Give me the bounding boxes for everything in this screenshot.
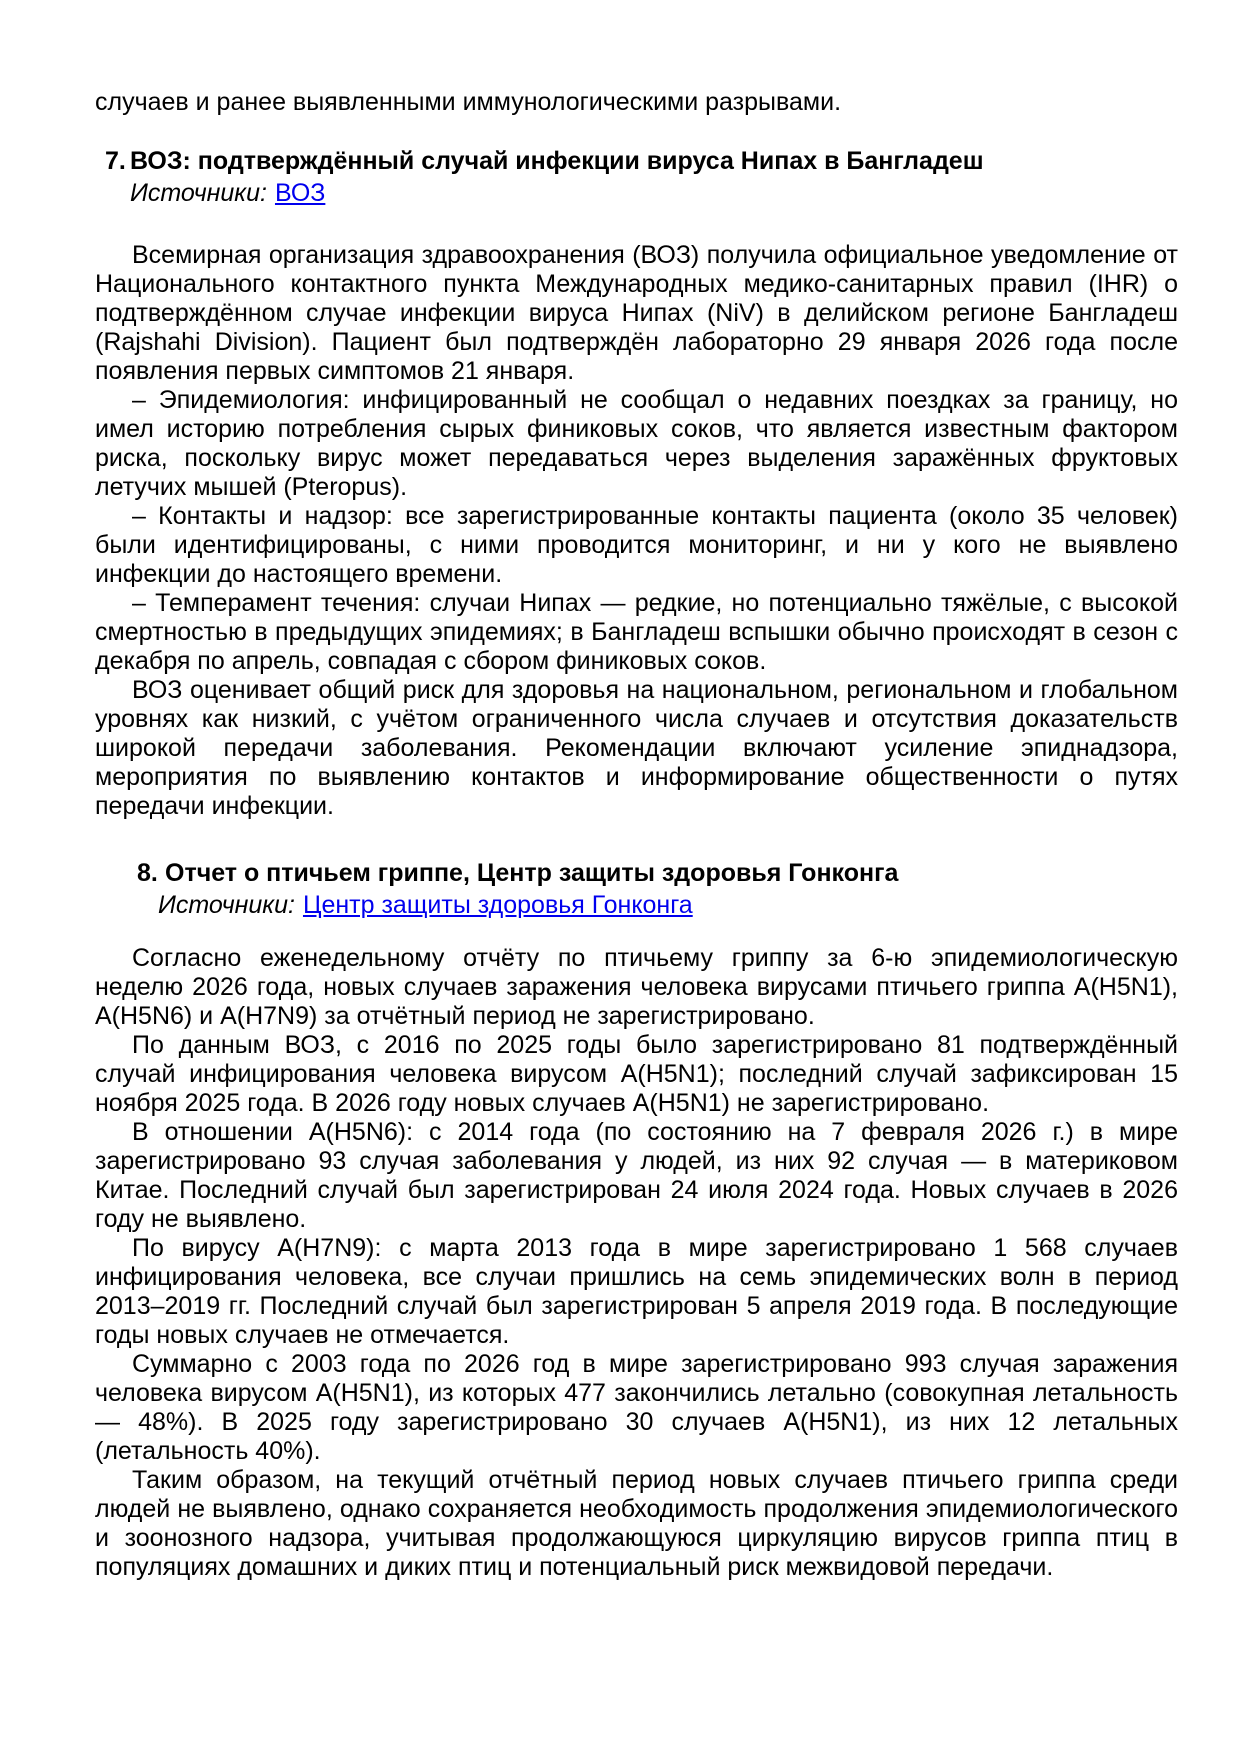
section-8-title: Отчет о птичьем гриппе, Центр защиты здоровья Гонконга <box>165 859 899 887</box>
section-8-heading <box>95 857 1178 890</box>
paragraph: Всемирная организация здравоохранения (ВОЗ) получила официальное уведомление от Национального контактного пункта Международных медико-санитарных правил (IHR) о подтверждённом случае инфекции вируса Нипах (NiV) в делийском регионе Бангладеш (Rajshahi Division). Пациент был подтверждён лабораторно 29 января 2026 года после появления первых симптомов 21 января. <box>95 241 1178 385</box>
section-7-title: ВОЗ: подтверждённый случай инфекции вируса Нипах в Бангладеш <box>130 147 984 175</box>
source-link-hk-chp[interactable]: Центр защиты здоровья Гонконга <box>302 891 693 919</box>
paragraph: Суммарно с 2003 года по 2026 год в мире зарегистрировано 993 случая заражения человека вирусом A(H5N1), из которых 477 закончились летально (совокупная летальность — 48%). В 2025 году зарегистрировано 30 случаев A(H5N1), из них 12 летальных (летальность 40%). <box>95 1350 1178 1465</box>
paragraph: Таким образом, на текущий отчётный период новых случаев птичьего гриппа среди людей не выявлено, однако сохраняется необходимость продолжения эпидемиологического и зоонозного надзора, учитывая продолжающуюся циркуляцию вирусов гриппа птиц в популяциях домашних и диких птиц и потенциальный риск межвидовой передачи. <box>95 1466 1178 1581</box>
paragraph: – Эпидемиология: инфицированный не сообщал о недавних поездках за границу, но имел историю потребления сырых финиковых соков, что является известным фактором риска, поскольку вирус может передаваться через выделения заражённых фруктовых летучих мышей (Pteropus). <box>95 386 1178 501</box>
section-7-number: 7. <box>105 147 126 175</box>
sources-label: Источники: <box>158 891 295 919</box>
paragraph: – Темперамент течения: случаи Нипах — редкие, но потенциально тяжёлые, с высокой смертностью в предыдущих эпидемиях; в Бангладеш вспышки обычно происходят в сезон с декабря по апрель, совпадая с сбором финиковых соков. <box>95 589 1178 675</box>
carryover-paragraph-line: случаев и ранее выявленными иммунологическими разрывами. <box>95 88 842 116</box>
paragraph: По данным ВОЗ, с 2016 по 2025 годы было зарегистрировано 81 подтверждённый случай инфицирования человека вирусом A(H5N1); последний случай зафиксирован 15 ноября 2025 года. В 2026 году новых случаев A(H5N1) не зарегистрировано. <box>95 1031 1178 1117</box>
paragraph: ВОЗ оценивает общий риск для здоровья на национальном, региональном и глобальном уровнях как низкий, с учётом ограниченного числа случаев и отсутствия доказательств широкой передачи заболевания. Рекомендации включают усиление эпиднадзора, мероприятия по выявлению контактов и информирование общественности о путях передачи инфекции. <box>95 676 1178 820</box>
section-7-body <box>95 241 1178 821</box>
paragraph: – Контакты и надзор: все зарегистрированные контакты пациента (около 35 человек) были идентифицированы, с ними проводится мониторинг, и ни у кого не выявлено инфекции до настоящего времени. <box>95 502 1178 588</box>
sources-label: Источники: <box>130 179 267 207</box>
source-link-voz[interactable]: ВОЗ <box>274 179 326 207</box>
paragraph: Согласно еженедельному отчёту по птичьему гриппу за 6-ю эпидемиологическую неделю 2026 года, новых случаев заражения человека вирусами птичьего гриппа A(H5N1), A(H5N6) и A(H7N9) за отчётный период не зарегистрировано. <box>95 944 1178 1030</box>
section-8-body <box>95 944 1178 1582</box>
section-7-sources-line <box>95 178 1178 208</box>
paragraph: По вирусу A(H7N9): с марта 2013 года в мире зарегистрировано 1 568 случаев инфицирования человека, все случаи пришлись на семь эпидемических волн в период 2013–2019 гг. Последний случай был зарегистрирован 5 апреля 2019 года. В последующие годы новых случаев не отмечается. <box>95 1234 1178 1349</box>
paragraph: В отношении A(H5N6): с 2014 года (по состоянию на 7 февраля 2026 г.) в мире зарегистрировано 93 случая заболевания у людей, из них 92 случая — в материковом Китае. Последний случай был зарегистрирован 24 июля 2024 года. Новых случаев в 2026 году не выявлено. <box>95 1118 1178 1233</box>
section-8-sources-line <box>95 890 1178 920</box>
section-8-number: 8. <box>137 859 158 887</box>
section-7-heading <box>95 145 1178 178</box>
